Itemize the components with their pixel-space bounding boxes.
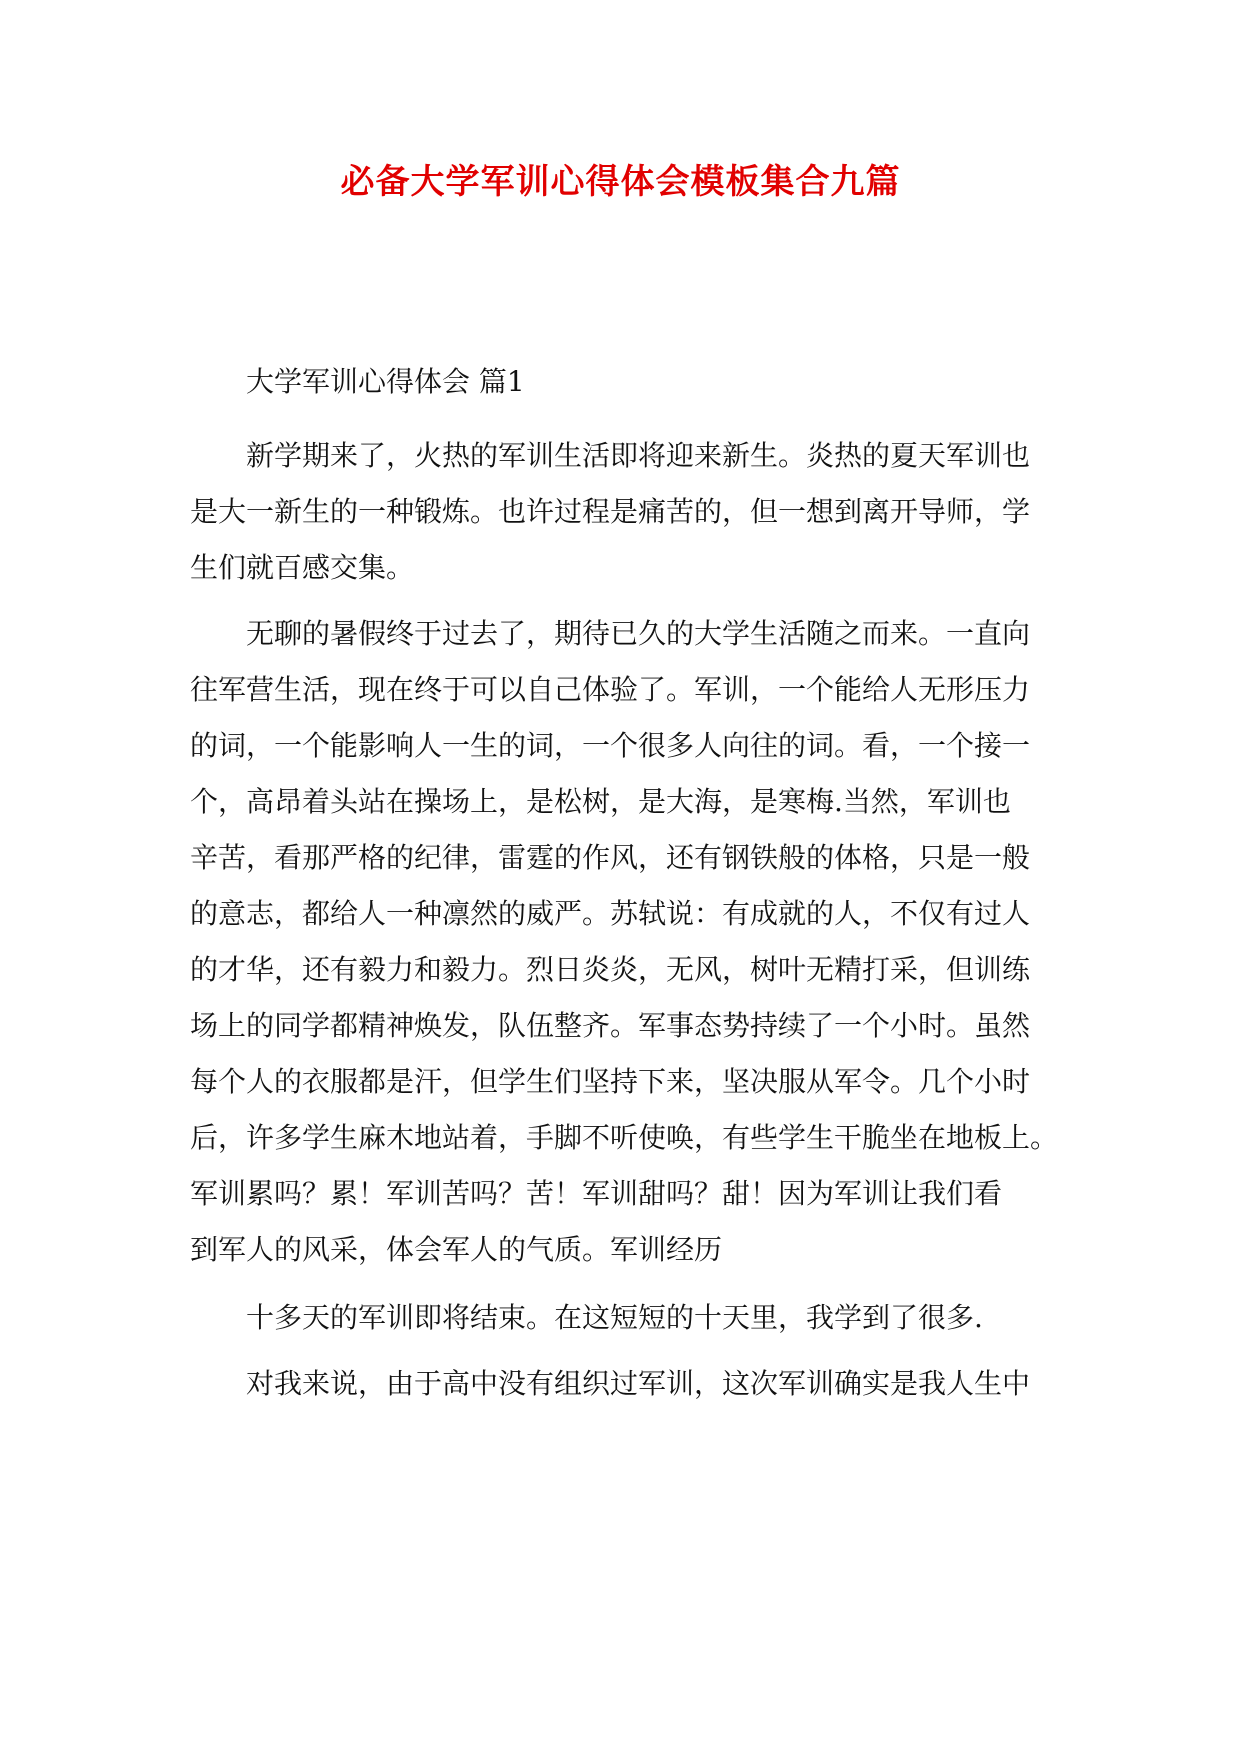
section-heading: 大学军训心得体会 篇1 [246, 365, 525, 398]
document-title: 必备大学军训心得体会模板集合九篇 [340, 162, 901, 202]
paragraph-line: 的才华，还有毅力和毅力。烈日炎炎，无风，树叶无精打采，但训练 [190, 953, 1031, 986]
paragraph-line: 个，高昂着头站在操场上，是松树，是大海，是寒梅.当然，军训也 [190, 785, 1011, 818]
paragraph-line: 生们就百感交集。 [190, 551, 415, 584]
paragraph-line: 新学期来了，火热的军训生活即将迎来新生。炎热的夏天军训也 [246, 439, 1031, 472]
paragraph-line: 往军营生活，现在终于可以自己体验了。军训，一个能给人无形压力 [190, 673, 1031, 706]
paragraph-line: 辛苦，看那严格的纪律，雷霆的作风，还有钢铁般的体格，只是一般 [190, 841, 1031, 874]
paragraph-line: 场上的同学都精神焕发，队伍整齐。军事态势持续了一个小时。虽然 [190, 1009, 1031, 1042]
paragraph [190, 1356, 1060, 1412]
paragraph-line: 的词，一个能影响人一生的词，一个很多人向往的词。看，一个接一 [190, 729, 1031, 762]
paragraph [190, 1290, 1060, 1346]
paragraph-line: 到军人的风采，体会军人的气质。军训经历 [190, 1233, 723, 1266]
paragraph-line: 每个人的衣服都是汗，但学生们坚持下来，坚决服从军令。几个小时 [190, 1065, 1031, 1098]
paragraph [190, 606, 1060, 1278]
paragraph [190, 428, 1060, 596]
paragraph-line: 十多天的军训即将结束。在这短短的十天里，我学到了很多. [246, 1301, 983, 1334]
paragraph-line: 对我来说，由于高中没有组织过军训，这次军训确实是我人生中 [246, 1367, 1031, 1400]
paragraph-line: 军训累吗？累！军训苦吗？苦！军训甜吗？甜！因为军训让我们看 [190, 1177, 1003, 1210]
paragraph-line: 的意志，都给人一种凛然的威严。苏轼说：有成就的人，不仅有过人 [190, 897, 1031, 930]
paragraph-line: 后，许多学生麻木地站着，手脚不听使唤，有些学生干脆坐在地板上。 [190, 1121, 1059, 1154]
paragraph-line: 是大一新生的一种锻炼。也许过程是痛苦的，但一想到离开导师，学 [190, 495, 1031, 528]
paragraph-line: 无聊的暑假终于过去了，期待已久的大学生活随之而来。一直向 [246, 617, 1031, 650]
